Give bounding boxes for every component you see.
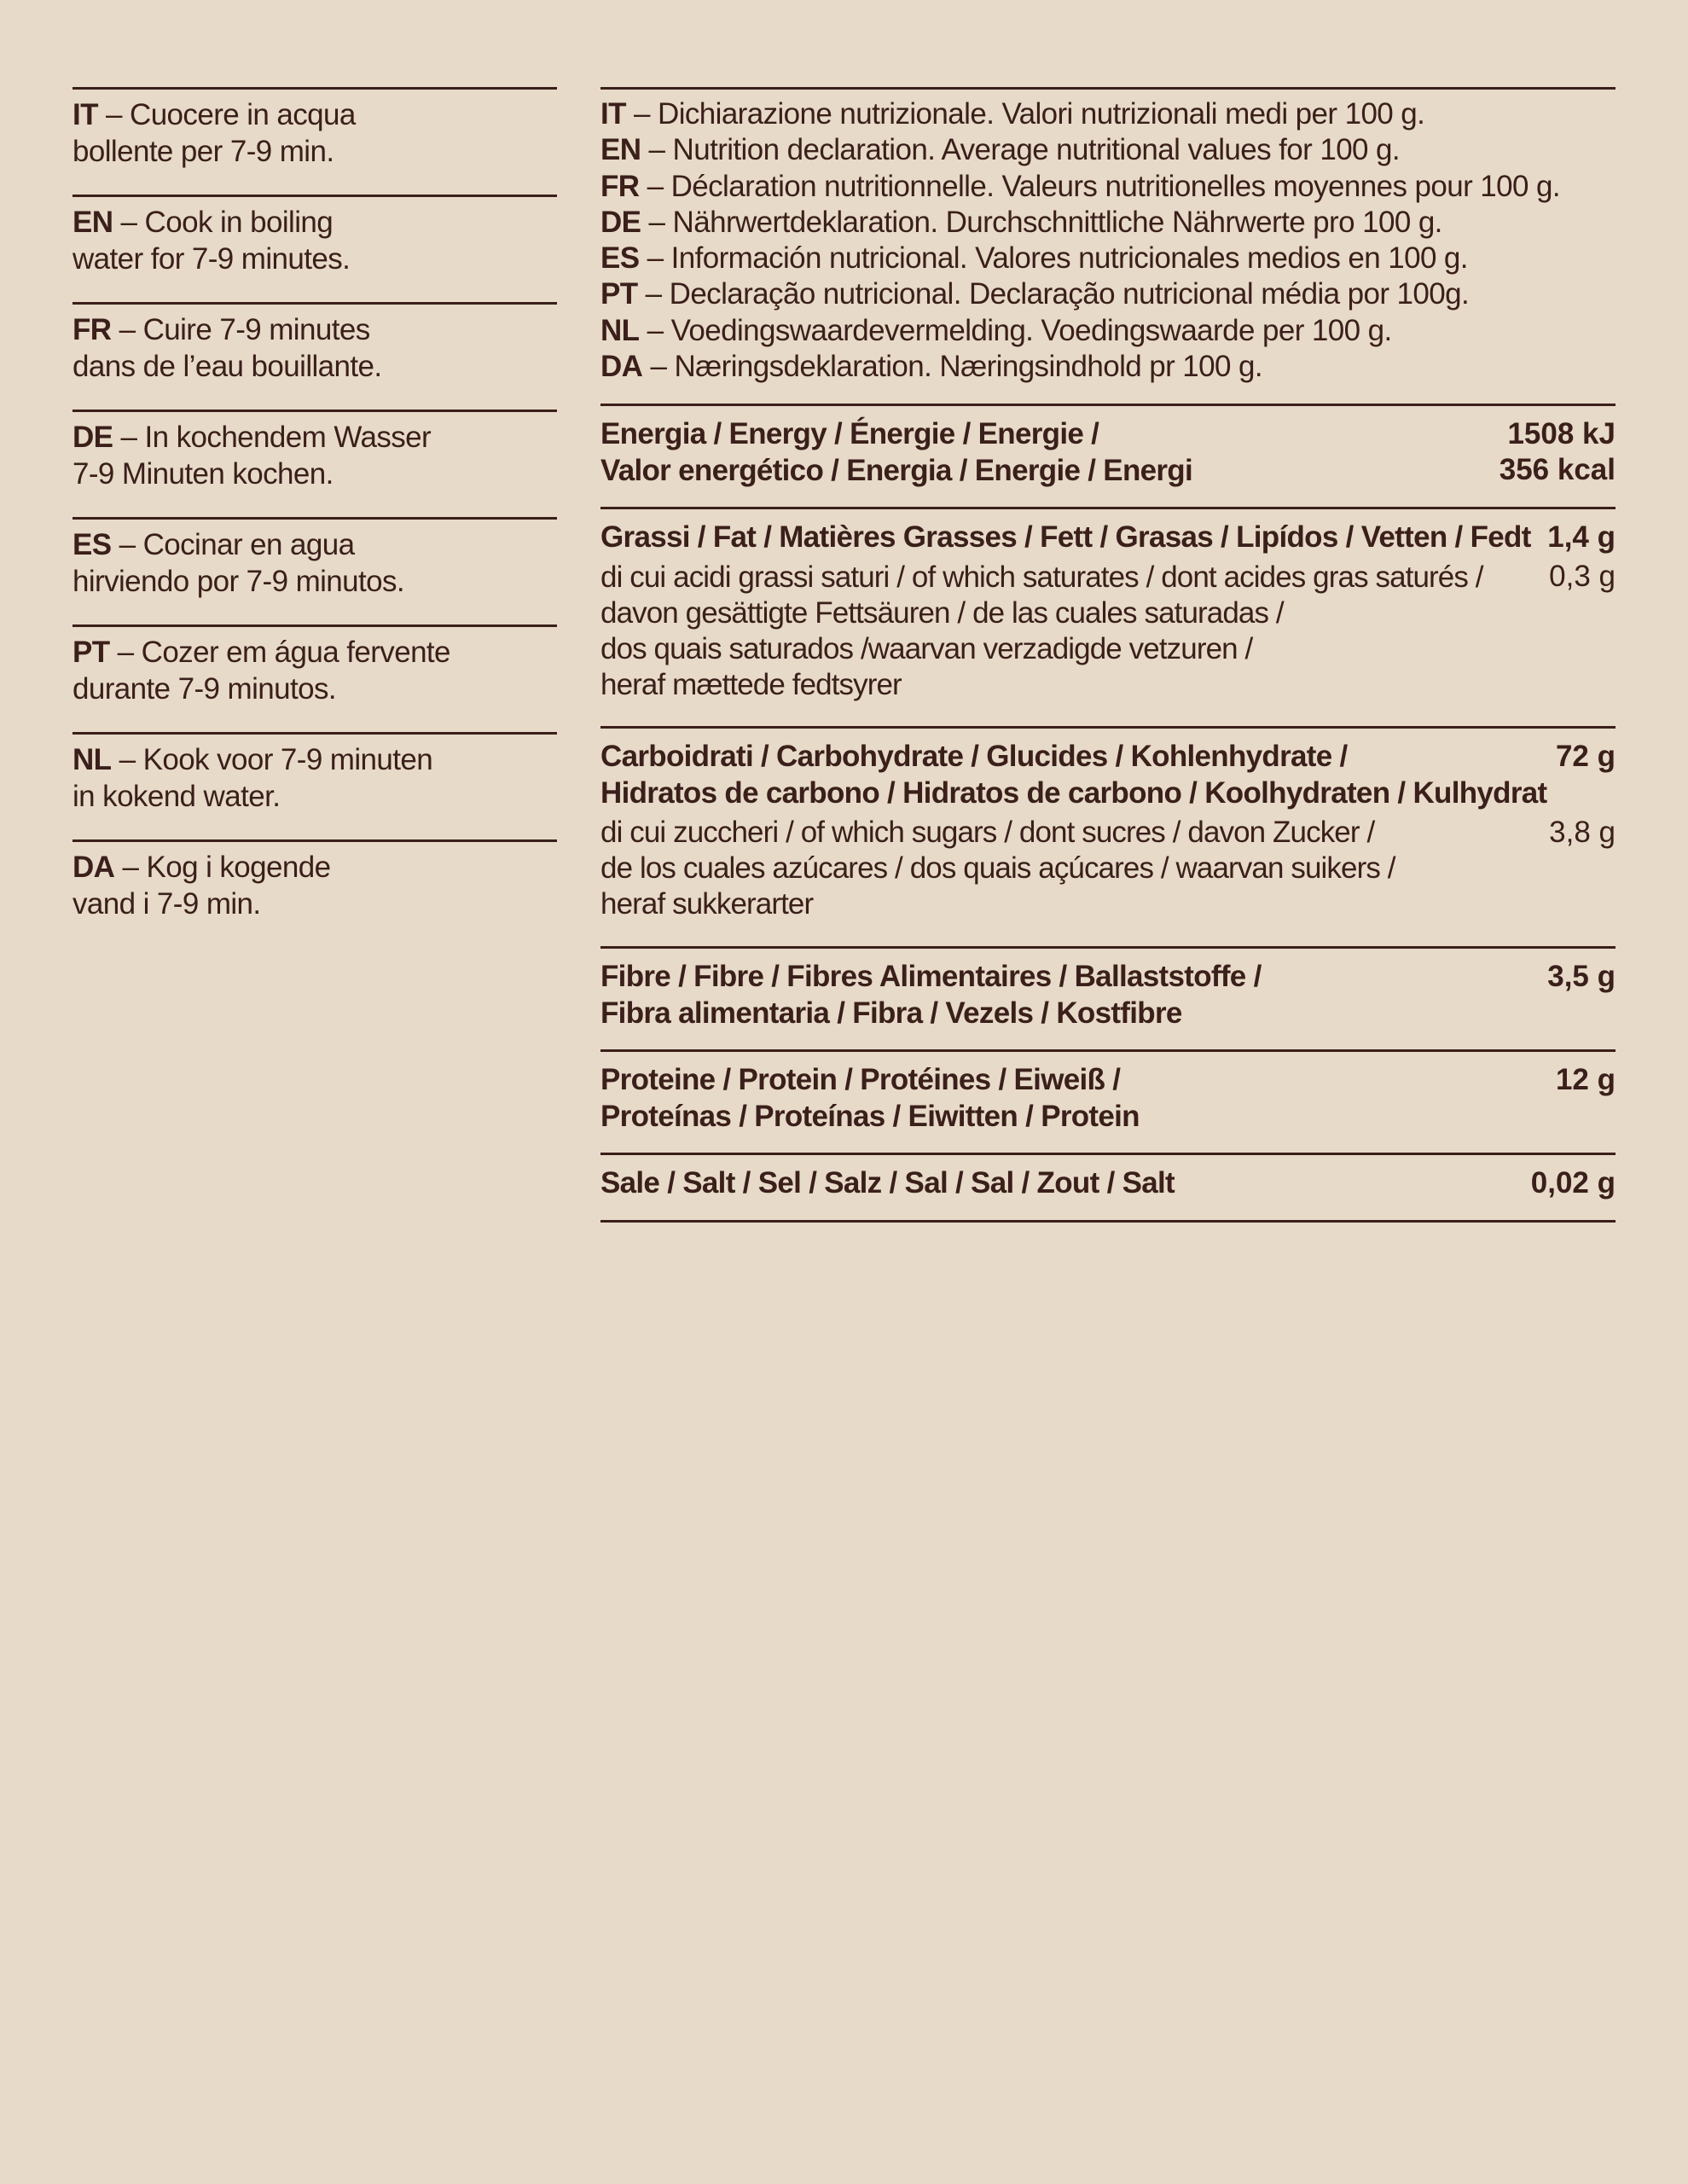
language-code: DE (73, 421, 113, 454)
instruction-text: bollente per 7-9 min. (73, 135, 334, 168)
saturates-label-line: davon gesättigte Fettsäuren / de las cuales saturadas / (600, 595, 1284, 630)
energy-kj-value: 1508 kJ (1507, 417, 1615, 451)
nutrition-row-salt (600, 1153, 1615, 1223)
carbohydrate-label (600, 739, 1615, 811)
carbohydrate-label-line: Carboidrati / Carbohydrate / Glucides / Kohlenhydrate / (600, 740, 1348, 774)
saturates-label-line: di cui acidi grassi saturi / of which saturates / dont acides gras saturés / (600, 560, 1483, 594)
instruction-text: – Cocinar en agua (111, 528, 355, 561)
cooking-instruction-fr (73, 302, 557, 410)
nutrition-table (600, 87, 1615, 1223)
instruction-text: – Cozer em água fervente (109, 636, 450, 669)
instruction-text: hirviendo por 7-9 minutos. (73, 565, 405, 598)
declaration-text: – Déclaration nutritionnelle. Valeurs nutritionelles moyennes pour 100 g. (639, 169, 1560, 203)
language-code: EN (600, 133, 641, 167)
instruction-text: in kokend water. (73, 780, 281, 813)
declaration-text: – Nährwertdeklaration. Durchschnittliche Nährwerte pro 100 g. (641, 205, 1442, 239)
cooking-instruction-da (73, 839, 557, 947)
sugars-label (600, 815, 1615, 922)
instruction-text: durante 7-9 minutos. (73, 672, 337, 706)
instruction-text: – Cuire 7-9 minutes (111, 313, 370, 346)
cooking-instruction-de (73, 410, 557, 517)
energy-kcal-value: 356 kcal (1499, 453, 1615, 487)
cooking-instruction-en (73, 195, 557, 302)
instruction-text: vand i 7-9 min. (73, 887, 261, 921)
language-code: NL (600, 313, 640, 347)
energy-label-line: Valor energético / Energia / Energie / Energi (600, 453, 1193, 487)
protein-value: 12 g (1555, 1063, 1615, 1097)
carbohydrate-value: 72 g (1555, 740, 1615, 774)
language-code: IT (73, 98, 98, 131)
language-code: DA (73, 851, 115, 884)
saturates-label-line: heraf mættede fedtsyrer (600, 667, 902, 701)
fibre-value: 3,5 g (1547, 960, 1615, 994)
instruction-text: – Kog i kogende (114, 851, 331, 884)
protein-label (600, 1062, 1615, 1135)
saturates-value: 0,3 g (1549, 560, 1615, 594)
cooking-instruction-es (73, 517, 557, 624)
salt-label: Sale / Salt / Sel / Salz / Sal / Sal / Zout / Salt (600, 1166, 1175, 1200)
language-code: FR (600, 169, 640, 203)
salt-value: 0,02 g (1530, 1166, 1615, 1200)
cooking-instruction-pt (73, 624, 557, 732)
declaration-text: – Información nutricional. Valores nutricionales medios en 100 g. (639, 241, 1468, 276)
nutrition-row-carbohydrate (600, 726, 1615, 946)
protein-label-line: Proteine / Protein / Protéines / Eiweiß / (600, 1063, 1121, 1097)
instruction-text: – In kochendem Wasser (113, 421, 432, 454)
declaration-line-es (600, 241, 1615, 276)
declaration-line-pt (600, 276, 1615, 312)
cooking-instruction-it (73, 87, 557, 195)
instruction-text: – Kook voor 7-9 minuten (111, 743, 433, 776)
nutrition-declaration (600, 87, 1615, 404)
fibre-label-line: Fibra alimentaria / Fibra / Vezels / Kostfibre (600, 996, 1182, 1030)
language-code: EN (73, 206, 113, 239)
instruction-text: water for 7-9 minutes. (73, 242, 351, 276)
declaration-text: – Næringsdeklaration. Næringsindhold pr 100 g. (642, 350, 1263, 384)
declaration-text: – Nutrition declaration. Average nutritional values for 100 g. (641, 133, 1401, 167)
sugars-label-line: di cui zuccheri / of which sugars / dont sucres / davon Zucker / (600, 816, 1375, 850)
instruction-text: dans de l’eau bouillante. (73, 350, 382, 383)
cooking-instructions (73, 87, 557, 947)
sugars-label-line: heraf sukkerarter (600, 887, 814, 921)
fat-label: Grassi / Fat / Matières Grasses / Fett / Grasas / Lipídos / Vetten / Fedt (600, 520, 1531, 555)
energy-label (600, 416, 1615, 489)
nutrition-row-fibre (600, 946, 1615, 1049)
declaration-text: – Voedingswaardevermelding. Voedingswaarde per 100 g. (639, 313, 1392, 347)
language-code: ES (73, 528, 112, 561)
language-code: DE (600, 205, 641, 239)
saturates-label (600, 560, 1615, 703)
declaration-line-it (600, 96, 1615, 132)
sugars-value: 3,8 g (1549, 816, 1615, 850)
language-code: ES (600, 241, 640, 276)
declaration-line-da (600, 349, 1615, 385)
saturates-label-line: dos quais saturados /waarvan verzadigde vetzuren / (600, 631, 1253, 665)
nutrition-row-protein (600, 1049, 1615, 1153)
carbohydrate-label-line: Hidratos de carbono / Hidratos de carbono / Koolhydraten / Kulhydrat (600, 775, 1547, 810)
language-code: PT (600, 277, 638, 311)
language-code: FR (73, 313, 112, 346)
declaration-line-en (600, 132, 1615, 168)
declaration-text: – Dichiarazione nutrizionale. Valori nutrizionali medi per 100 g. (625, 97, 1425, 131)
fibre-label-line: Fibre / Fibre / Fibres Alimentaires / Ballaststoffe / (600, 960, 1262, 994)
instruction-text: – Cuocere in acqua (97, 98, 356, 131)
language-code: PT (73, 636, 110, 669)
language-code: DA (600, 350, 643, 384)
declaration-line-de (600, 205, 1615, 241)
cooking-instruction-nl (73, 732, 557, 839)
declaration-line-nl (600, 313, 1615, 349)
nutrition-row-energy (600, 404, 1615, 507)
declaration-line-fr (600, 169, 1615, 205)
instruction-text: 7-9 Minuten kochen. (73, 457, 334, 491)
fibre-label (600, 959, 1615, 1031)
protein-label-line: Proteínas / Proteínas / Eiwitten / Protein (600, 1099, 1140, 1133)
energy-label-line: Energia / Energy / Énergie / Energie / (600, 417, 1099, 451)
language-code: IT (600, 97, 626, 131)
sugars-label-line: de los cuales azúcares / dos quais açúcares / waarvan suikers / (600, 851, 1395, 886)
instruction-text: – Cook in boiling (113, 206, 334, 239)
language-code: NL (73, 743, 112, 776)
declaration-text: – Declaração nutricional. Declaração nutricional média por 100g. (637, 277, 1470, 311)
nutrition-row-fat (600, 507, 1615, 726)
fat-value: 1,4 g (1547, 520, 1615, 555)
